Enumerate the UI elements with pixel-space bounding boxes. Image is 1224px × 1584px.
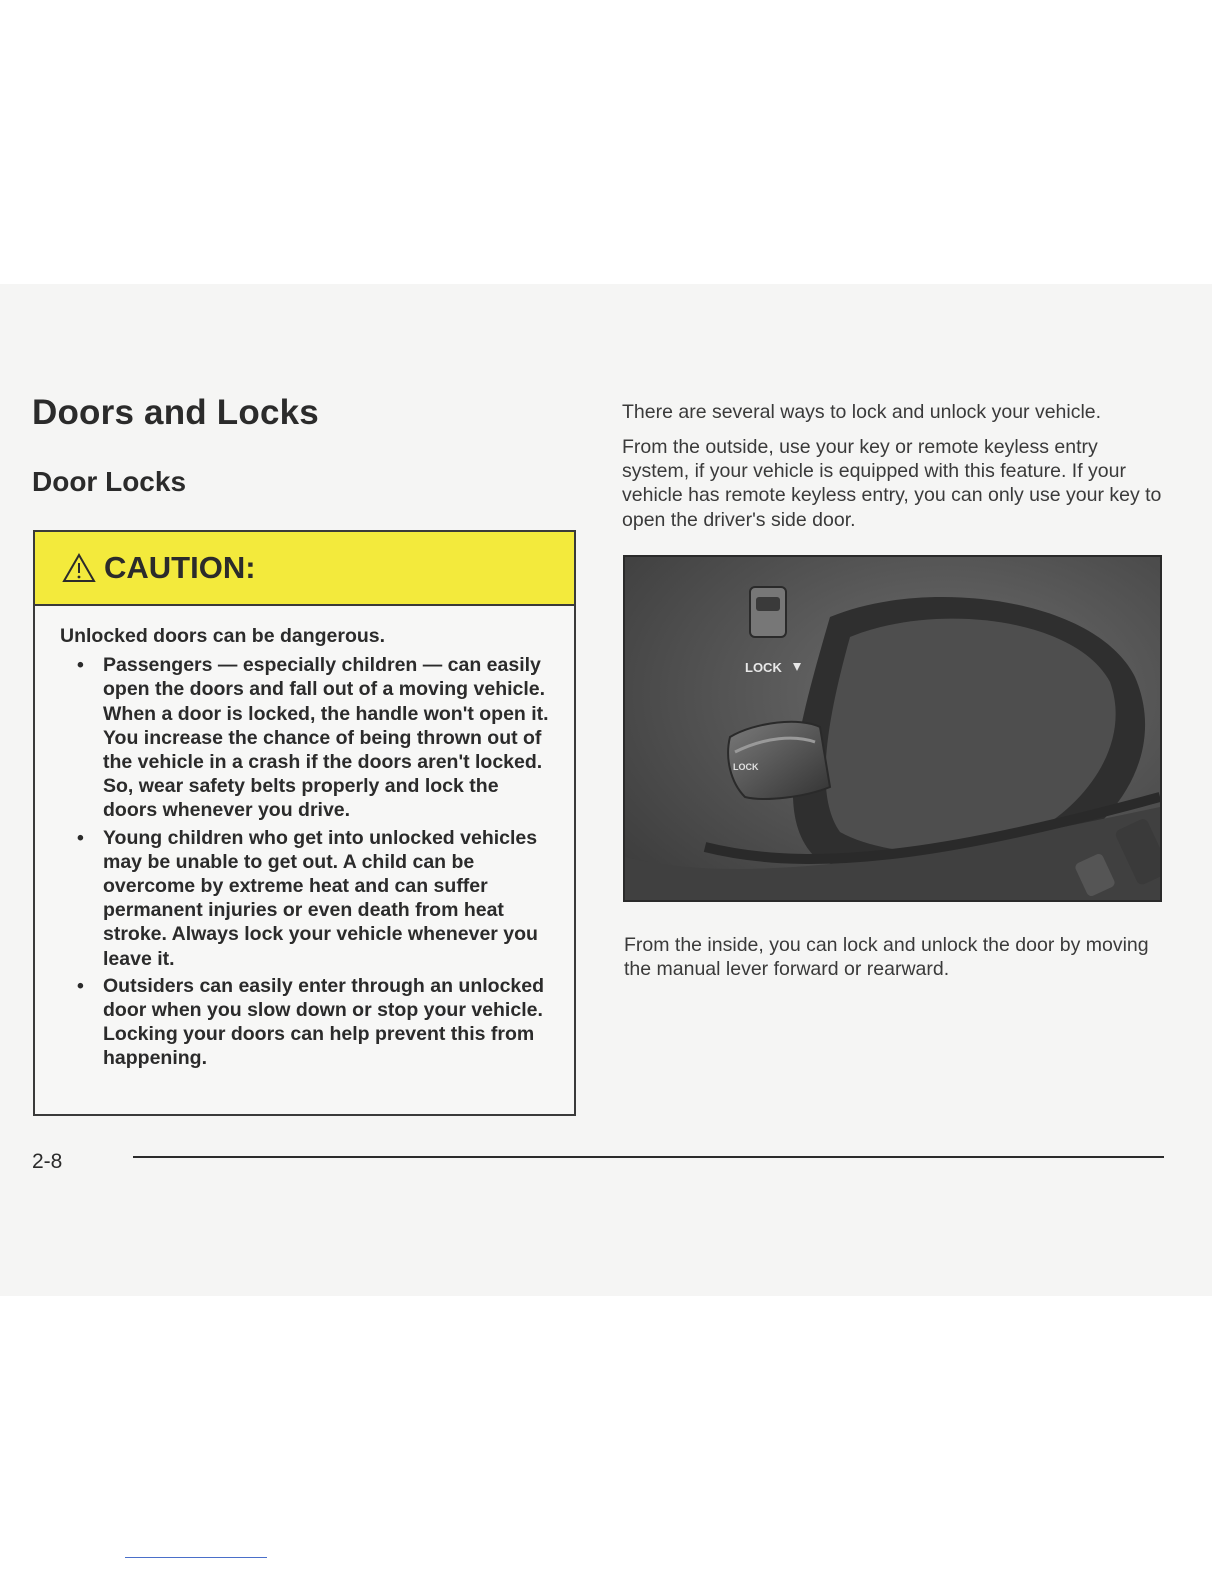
caution-body (35, 606, 574, 1071)
caution-label: CAUTION: (104, 550, 256, 585)
caution-list (60, 653, 554, 1070)
list-item (60, 974, 554, 1071)
list-item-text: Outsiders can easily enter through an unlocked door when you slow down or stop your vehicle. Locking your doors can help prevent this from happening. (103, 974, 545, 1070)
inside-paragraph: From the inside, you can lock and unlock the door by moving the manual lever forward or rearward. (624, 934, 1149, 981)
bullet: • (77, 974, 84, 997)
door-lock-photo (623, 555, 1162, 902)
lock-label-top: LOCK (745, 660, 782, 675)
caution-box (33, 530, 576, 1116)
bullet: • (77, 826, 84, 849)
list-item (60, 653, 554, 822)
list-item (60, 826, 554, 971)
link-underline (125, 1557, 267, 1558)
list-item-text: Young children who get into unlocked vehicles may be unable to get out. A child can be overcome by extreme heat and can suffer permanent injuries or even death from heat stroke. Always lock your vehicle whenever you leave it. (103, 826, 538, 970)
door-lock-illustration (625, 557, 1160, 900)
footer-divider (133, 1156, 1164, 1158)
section-title: Door Locks (32, 466, 187, 497)
list-item-text: Passengers — especially children — can easily open the doors and fall out of a moving vehicle. When a door is locked, the handle won't open it. You increase the chance of being thrown out of the vehicle in a crash if the doors aren't locked. So, wear safety belts properly and lock the doors whenever you drive. (103, 654, 549, 822)
intro-paragraph: There are several ways to lock and unlock your vehicle. (622, 401, 1102, 423)
warning-triangle-icon (62, 553, 96, 583)
page-title: Doors and Locks (32, 393, 319, 432)
bullet: • (77, 654, 84, 677)
caution-header (35, 532, 574, 606)
lock-label-side: LOCK (733, 762, 759, 772)
page-number: 2-8 (32, 1150, 63, 1173)
outside-paragraph: From the outside, use your key or remote keyless entry system, if your vehicle is equipped with this feature. If your vehicle has remote keyless entry, you can only use your key to open the driver's side door. (622, 436, 1162, 531)
caution-intro: Unlocked doors can be dangerous. (60, 625, 386, 647)
